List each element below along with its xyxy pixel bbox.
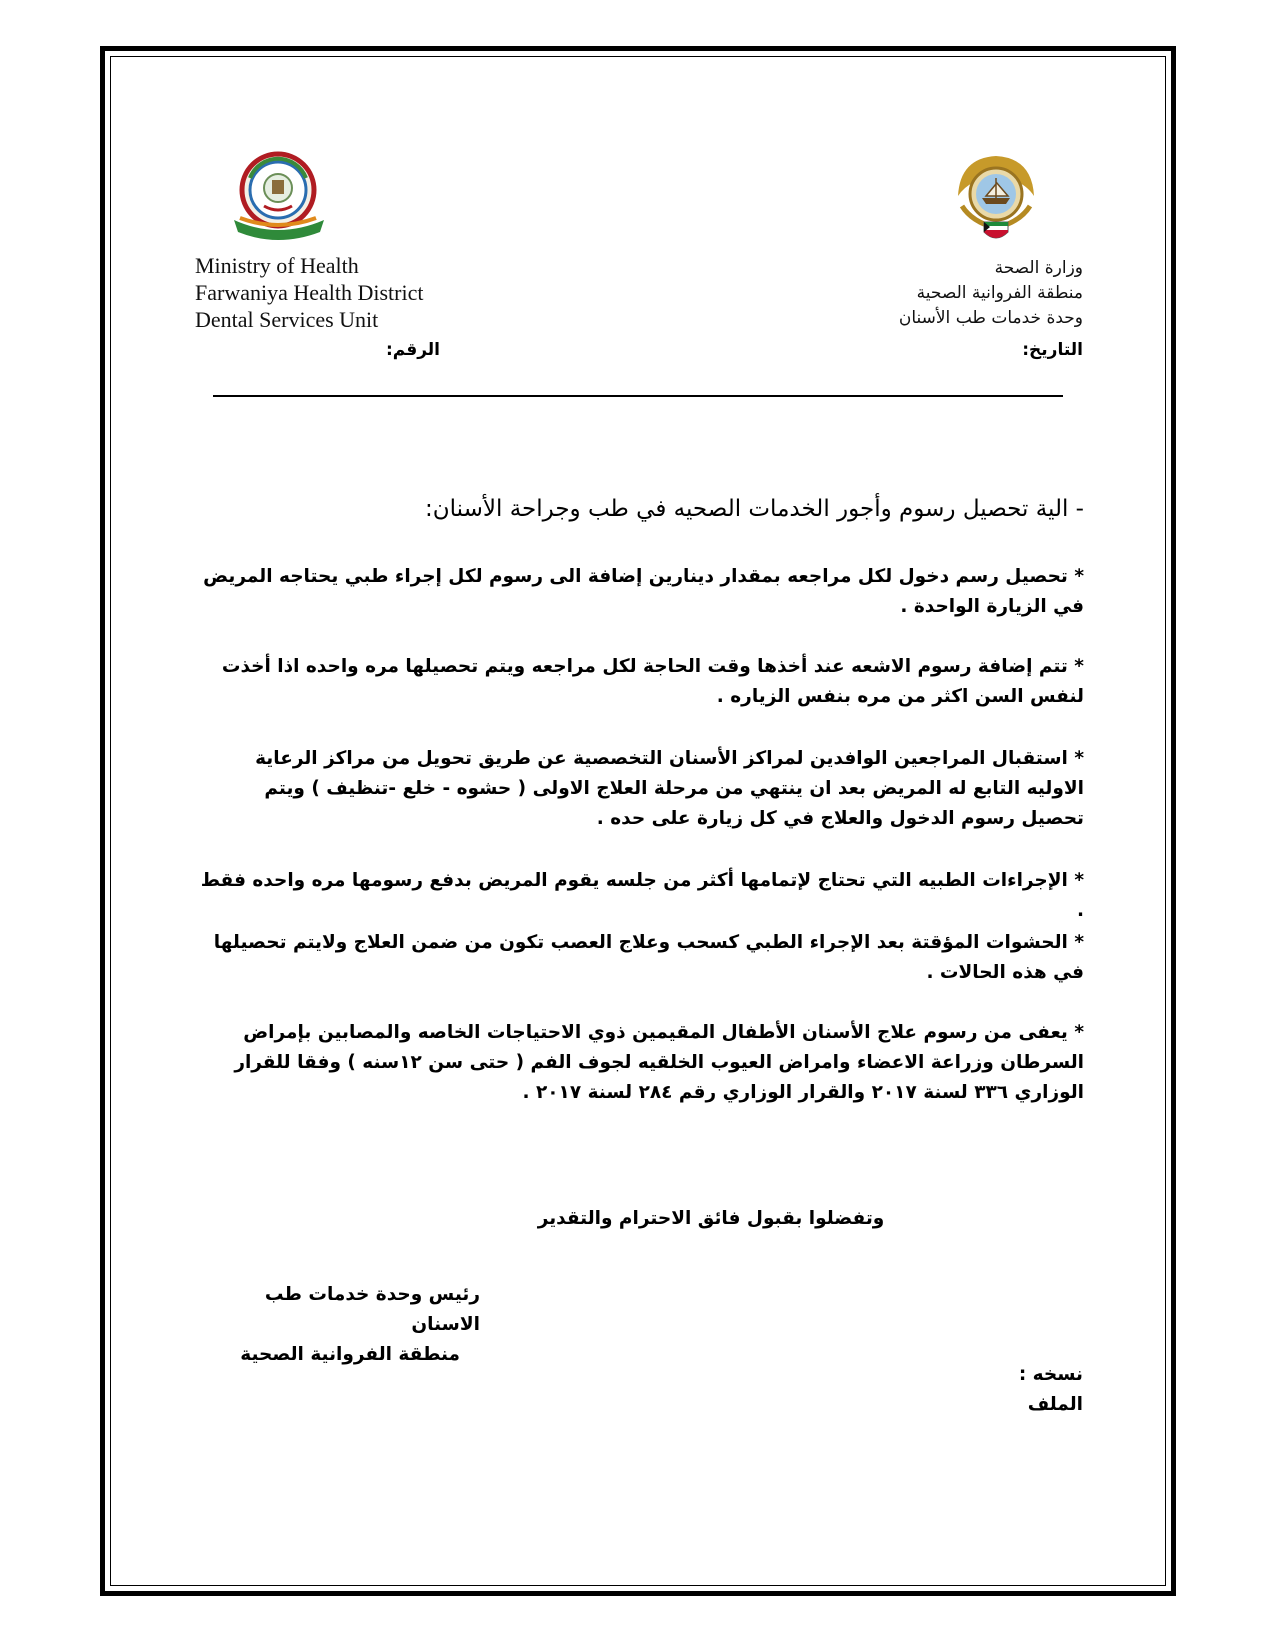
signatory-title: رئيس وحدة خدمات طب الاسنان bbox=[264, 1284, 480, 1335]
paragraph-expatriate-referrals: * استقبال المراجعين الوافدين لمراكز الأسنان التخصصية عن طريق تحويل من مراكز الرعاية الاوليه التابع له المريض بعد ان ينتهي من مرحلة العلاج الاولى ( حشوه - خلع -تنظيف ) ويتم تحصيل رسوم الدخول والعلاج في كل زيارة على حده . bbox=[255, 748, 1084, 829]
header-arabic bbox=[899, 256, 1083, 331]
header-english bbox=[195, 252, 424, 333]
signature-block bbox=[190, 1280, 480, 1370]
signatory-district: منطقة الفروانية الصحية bbox=[240, 1344, 460, 1365]
header-divider bbox=[213, 395, 1063, 397]
paragraph-xray-fee: * تتم إضافة رسوم الاشعه عند أخذها وقت الحاجة لكل مراجعه ويتم تحصيلها مره واحده اذا أخذت لنفس السن اكثر من مره بنفس الزياره . bbox=[221, 656, 1084, 707]
paragraph-temporary-fillings: * الحشوات المؤقتة بعد الإجراء الطبي كسحب وعلاج العصب تكون من ضمن العلاج ولايتم تحصيلها في هذه الحالات . bbox=[213, 932, 1084, 983]
paragraph-multi-session: * الإجراءات الطبيه التي تحتاج لإتمامها أكثر من جلسه يقوم المريض بدفع رسومها مره واحده فقط . bbox=[200, 870, 1084, 921]
kuwait-emblem-icon bbox=[952, 148, 1040, 248]
copy-to-block bbox=[1019, 1360, 1083, 1420]
reference-number-label: الرقم: bbox=[385, 340, 440, 360]
copy-label: نسخه : bbox=[1018, 1364, 1083, 1385]
document-heading: - الية تحصيل رسوم وأجور الخدمات الصحيه في طب وجراحة الأسنان: bbox=[425, 496, 1084, 522]
copy-file: الملف bbox=[1027, 1394, 1083, 1415]
ministry-name-en: Ministry of Health bbox=[195, 253, 359, 278]
closing-remark: وتفضلوا بقبول فائق الاحترام والتقدير bbox=[537, 1208, 885, 1229]
date-label: التاريخ: bbox=[1022, 340, 1083, 360]
district-name-ar: منطقة الفروانية الصحية bbox=[916, 283, 1083, 303]
ministry-name-ar: وزارة الصحة bbox=[994, 258, 1083, 278]
farwaniya-health-emblem-icon bbox=[228, 148, 330, 248]
unit-name-en: Dental Services Unit bbox=[195, 307, 379, 332]
unit-name-ar: وحدة خدمات طب الأسنان bbox=[898, 308, 1083, 328]
district-name-en: Farwaniya Health District bbox=[195, 280, 424, 305]
paragraph-exemptions: * يعفى من رسوم علاج الأسنان الأطفال المقيمين ذوي الاحتياجات الخاصه والمصابين بإمراض السرطان وزراعة الاعضاء وامراض العيوب الخلقيه لجوف الفم ( حتى سن ١٢سنه ) وفقا للقرار الوزاري ٣٣٦ لسنة ٢٠١٧ والقرار الوزاري رقم ٢٨٤ لسنة ٢٠١٧ . bbox=[234, 1022, 1084, 1103]
paragraph-entry-fee: * تحصيل رسم دخول لكل مراجعه بمقدار دينارين إضافة الى رسوم لكل إجراء طبي يحتاجه المريض في الزيارة الواحدة . bbox=[203, 566, 1084, 617]
